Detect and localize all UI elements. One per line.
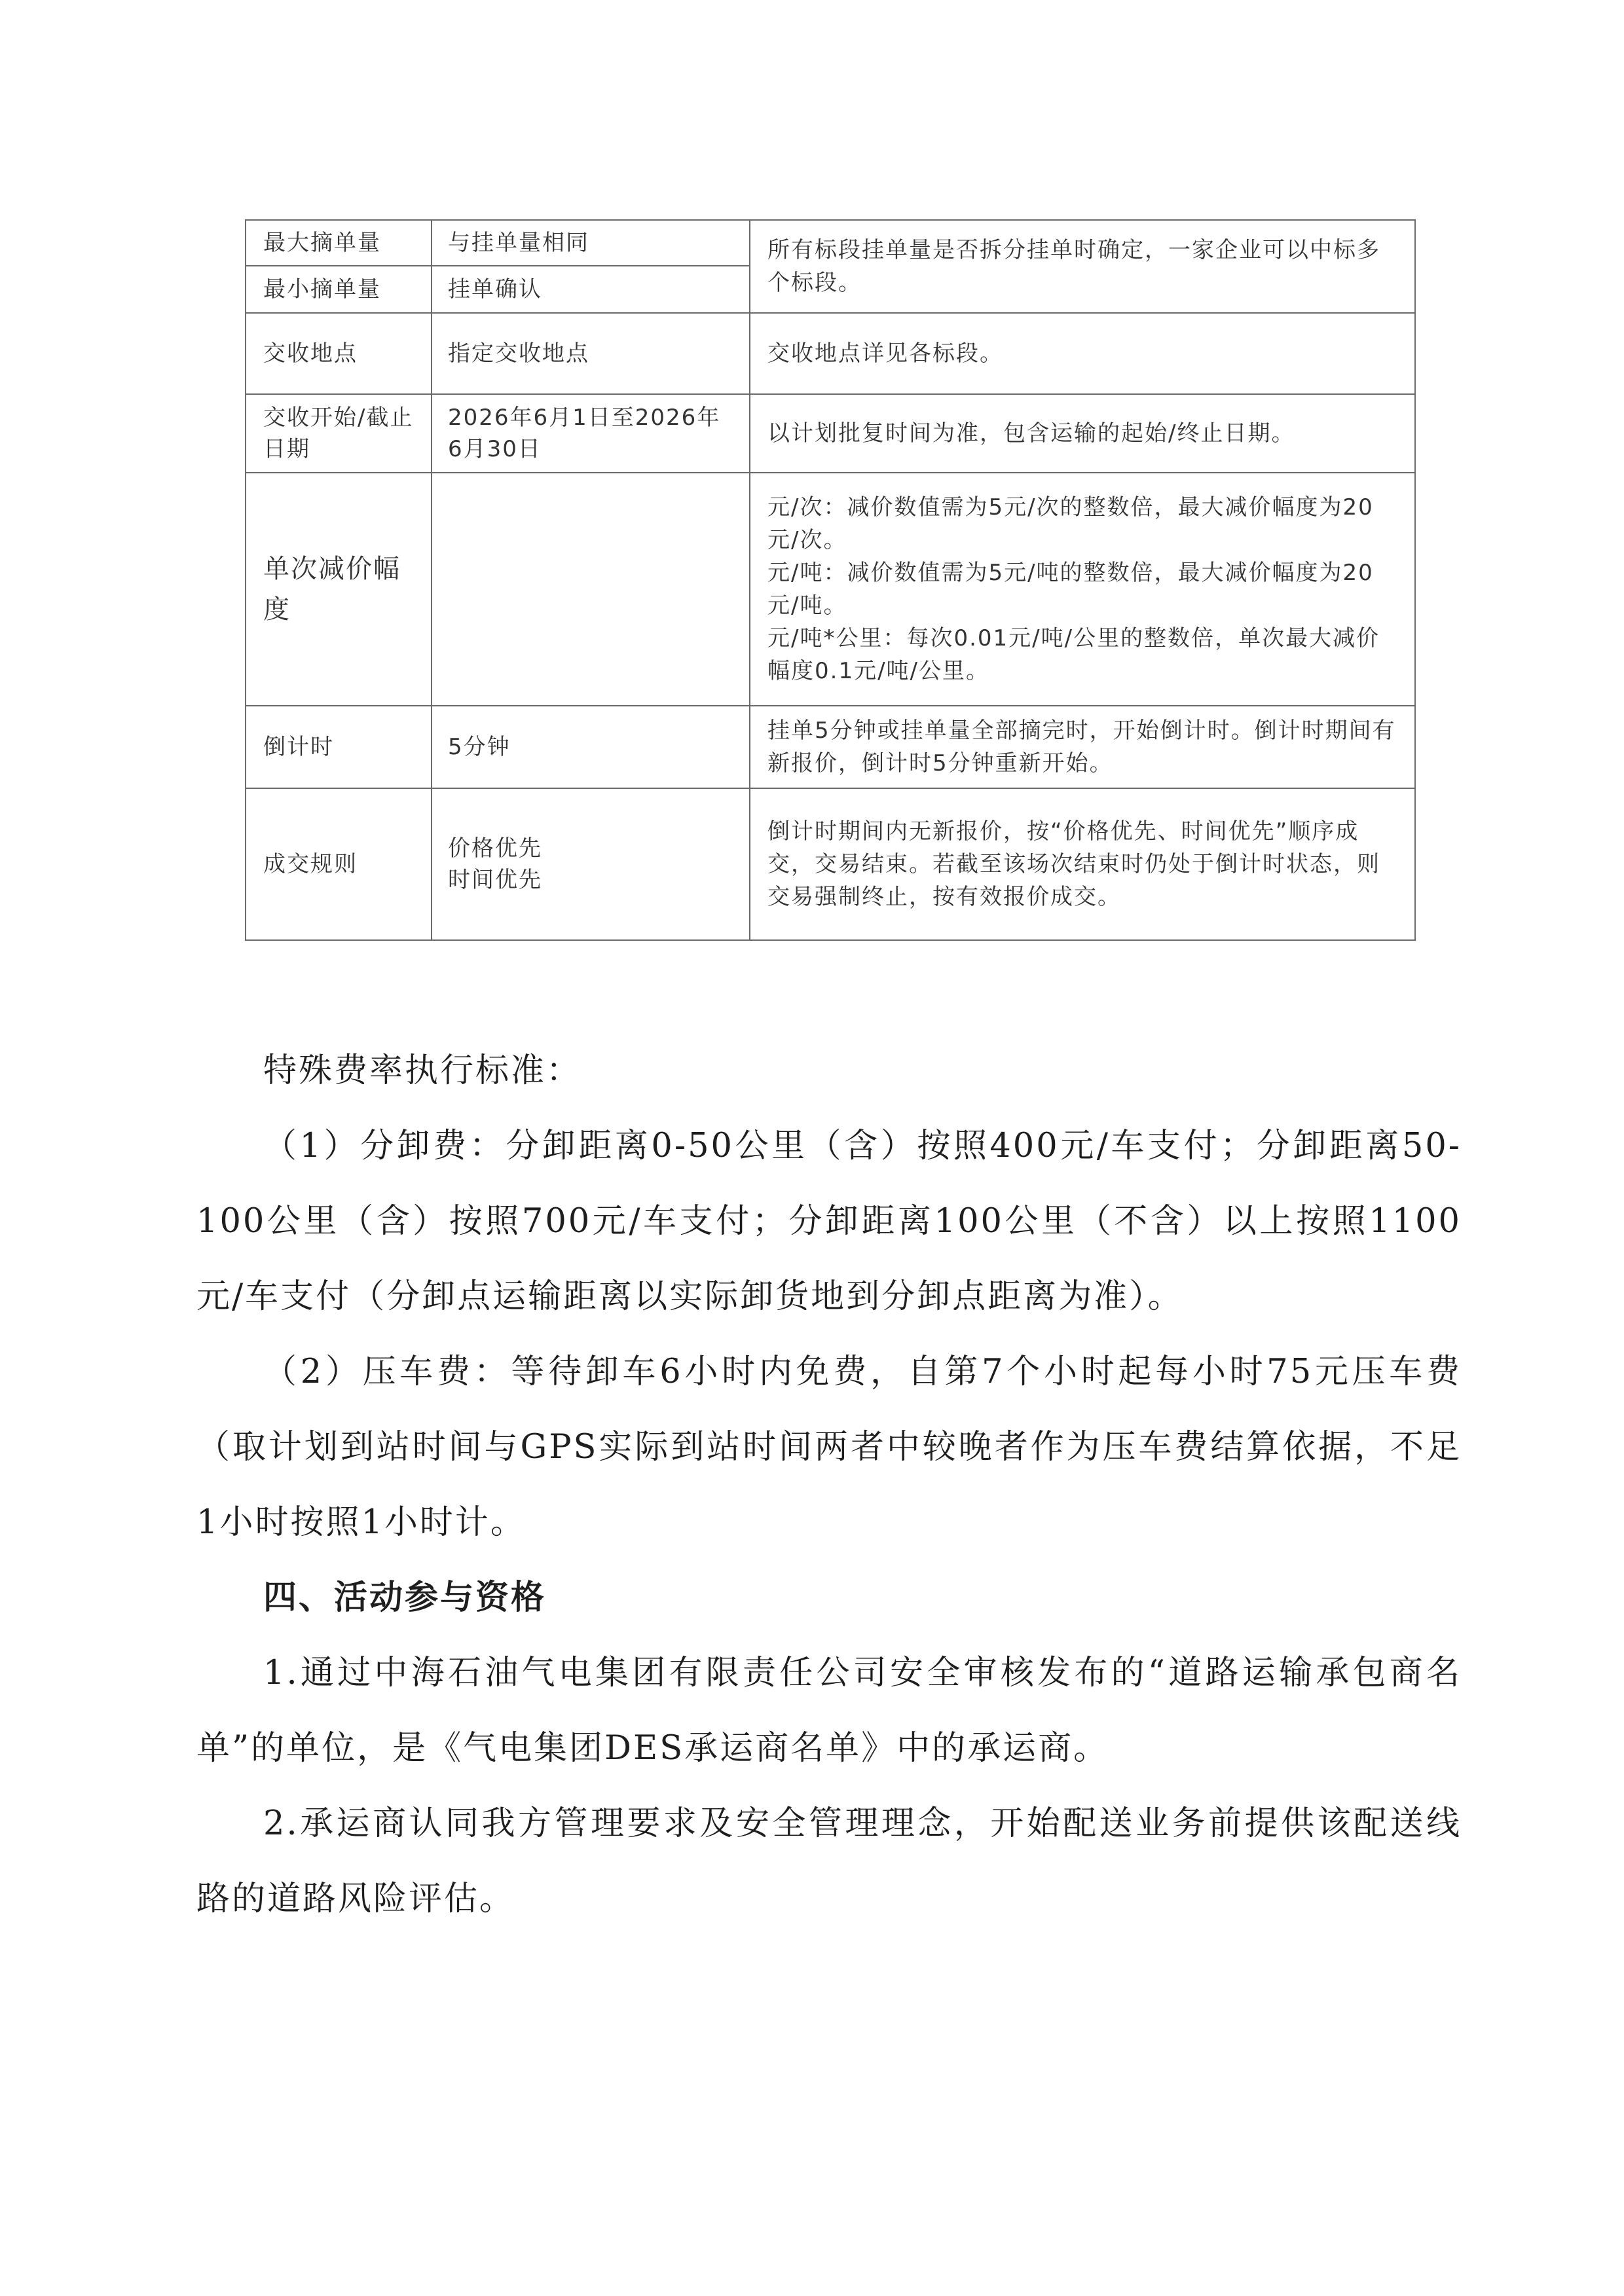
- rules-table: [245, 219, 1416, 941]
- row-value: 指定交收地点: [432, 313, 750, 394]
- eligibility-item-1: 1.通过中海石油气电集团有限责任公司安全审核发布的“道路运输承包商名单”的单位，是《气电集团DES承运商名单》中的承运商。: [196, 1654, 1462, 1768]
- row-remark: 挂单5分钟或挂单量全部摘完时，开始倒计时。倒计时期间有新报价，倒计时5分钟重新开始。: [750, 706, 1415, 788]
- row-remark: 所有标段挂单量是否拆分挂单时确定，一家企业可以中标多个标段。: [750, 220, 1415, 313]
- row-value: [432, 473, 750, 706]
- table-row: [246, 313, 1415, 394]
- fee-paragraph-1: （1）分卸费：分卸距离0-50公里（含）按照400元/车支付；分卸距离50-100公里（含）按照700元/车支付；分卸距离100公里（不含）以上按照1100元/车支付（分卸点运输距离以实际卸货地到分卸点距离为准）。: [196, 1127, 1462, 1316]
- row-remark: [750, 473, 1415, 706]
- document-body: [196, 1033, 1462, 1937]
- row-label: 倒计时: [246, 706, 432, 788]
- section-heading: 四、活动参与资格: [263, 1578, 547, 1617]
- table-row: [246, 706, 1415, 788]
- table-row: [246, 788, 1415, 940]
- row-value: 2026年6月1日至2026年6月30日: [432, 394, 750, 473]
- remark-line: 元/吨*公里：每次0.01元/吨/公里的整数倍，单次最大减价幅度0.1元/吨/公里。: [767, 625, 1380, 684]
- row-remark: 交收地点详见各标段。: [750, 313, 1415, 394]
- special-fee-title: 特殊费率执行标准：: [263, 1051, 582, 1090]
- row-label: 最大摘单量: [246, 220, 432, 266]
- fee-paragraph-2: （2）压车费：等待卸车6小时内免费，自第7个小时起每小时75元压车费（取计划到站时间与GPS实际到站时间两者中较晚者作为压车费结算依据，不足1小时按照1小时计。: [196, 1353, 1462, 1542]
- table-row: [246, 220, 1415, 266]
- remark-line: 元/吨：减价数值需为5元/吨的整数倍，最大减价幅度为20元/吨。: [767, 560, 1374, 619]
- remark-line: 元/次：减价数值需为5元/次的整数倍，最大减价幅度为20元/次。: [767, 494, 1374, 553]
- row-label: 最小摘单量: [246, 266, 432, 313]
- row-label: 成交规则: [246, 788, 432, 940]
- row-value: [432, 788, 750, 940]
- row-value: 5分钟: [432, 706, 750, 788]
- table-row: [246, 473, 1415, 706]
- row-remark: 以计划批复时间为准，包含运输的起始/终止日期。: [750, 394, 1415, 473]
- eligibility-item-2: 2.承运商认同我方管理要求及安全管理理念，开始配送业务前提供该配送线路的道路风险评估。: [196, 1804, 1462, 1918]
- row-label: 交收地点: [246, 313, 432, 394]
- row-value: 与挂单量相同: [432, 220, 750, 266]
- row-value: 挂单确认: [432, 266, 750, 313]
- value-line: 时间优先: [448, 867, 542, 893]
- value-line: 价格优先: [448, 835, 542, 862]
- table-row: [246, 394, 1415, 473]
- row-label: 单次减价幅度: [246, 473, 432, 706]
- row-label: 交收开始/截止日期: [246, 394, 432, 473]
- row-remark: 倒计时期间内无新报价，按“价格优先、时间优先”顺序成交，交易结束。若截至该场次结束时仍处于倒计时状态，则交易强制终止，按有效报价成交。: [750, 788, 1415, 940]
